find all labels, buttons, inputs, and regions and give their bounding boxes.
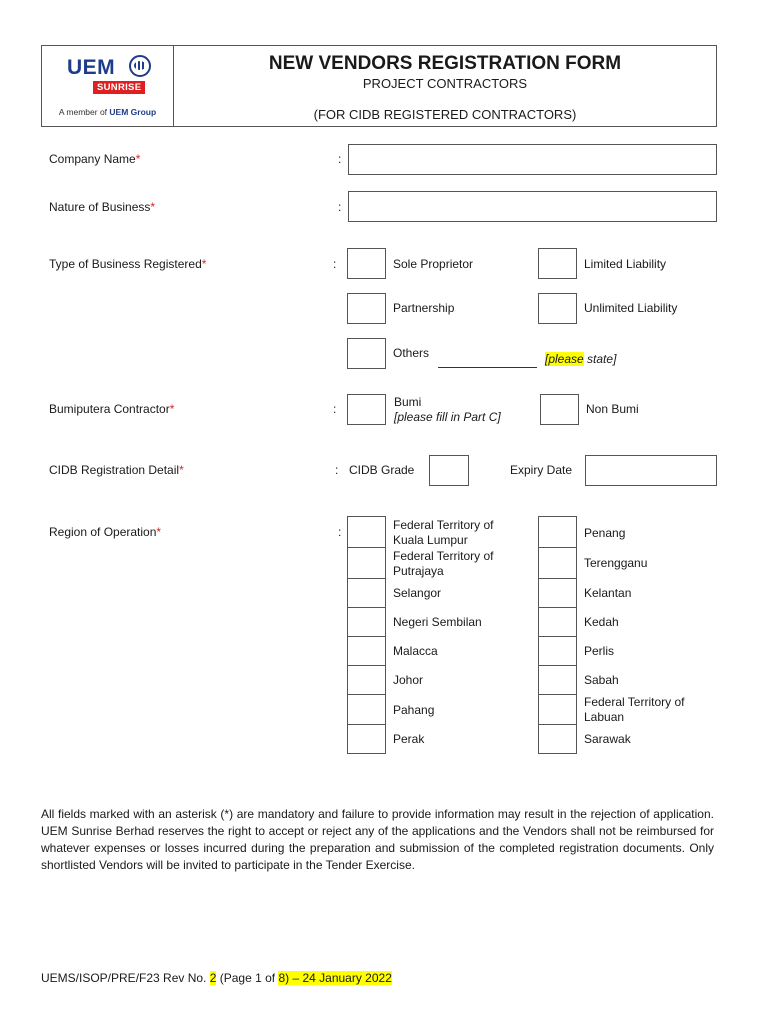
company-name-label: Company Name*	[49, 152, 141, 166]
region-checkbox-sabah[interactable]	[538, 665, 577, 695]
region-option-pahang: Pahang	[393, 703, 435, 717]
region-checkbox-negeri-sembilan[interactable]	[347, 607, 386, 637]
region-option-perlis: Perlis	[584, 644, 615, 658]
company-name-input[interactable]	[348, 144, 717, 175]
colon: :	[335, 463, 339, 477]
region-option-putrajaya: Federal Territory of Putrajaya	[393, 549, 494, 578]
mandatory-note: All fields marked with an asterisk (*) are mandatory and failure to provide information may result in the rejection of application. UEM Sunrise Berhad reserves the right to accept or reject any of the applications and the Vendors shall not be reimbursed for whatever expenses or losses incurred during the preparation and submission of the completed registration documents. Only shortlisted Vendors will be invited to participate in the Tender Exercise.	[41, 807, 714, 872]
region-option-kelantan: Kelantan	[584, 586, 632, 600]
region-checkbox-perak[interactable]	[347, 724, 386, 754]
colon: :	[338, 200, 342, 214]
region-checkbox-kelantan[interactable]	[538, 578, 577, 608]
region-checkbox-johor[interactable]	[347, 665, 386, 695]
cidb-grade-input[interactable]	[429, 455, 469, 486]
non-bumi-label: Non Bumi	[586, 402, 639, 416]
bumi-checkbox[interactable]	[347, 394, 386, 425]
region-checkbox-selangor[interactable]	[347, 578, 386, 608]
cidb-label: CIDB Registration Detail*	[49, 463, 184, 477]
please-state-hint: [please state]	[545, 352, 617, 366]
cidb-grade-label: CIDB Grade	[349, 463, 415, 477]
unlimited-liability-label: Unlimited Liability	[584, 301, 678, 315]
region-checkbox-perlis[interactable]	[538, 636, 577, 666]
expiry-date-label: Expiry Date	[510, 463, 573, 477]
logo-brand: UEM	[67, 56, 116, 79]
colon: :	[338, 152, 342, 166]
region-option-penang: Penang	[584, 526, 626, 540]
region-checkbox-sarawak[interactable]	[538, 724, 577, 754]
region-checkbox-pahang[interactable]	[347, 694, 386, 725]
bumiputera-label: Bumiputera Contractor*	[49, 402, 175, 416]
others-state-input[interactable]	[438, 355, 537, 368]
region-option-terengganu: Terengganu	[584, 556, 648, 570]
logo-sub: SUNRISE	[93, 81, 145, 94]
limited-liability-checkbox[interactable]	[538, 248, 577, 279]
region-option-sabah: Sabah	[584, 673, 619, 687]
region-option-malacca: Malacca	[393, 644, 438, 658]
type-of-business-label: Type of Business Registered*	[49, 257, 207, 271]
expiry-date-input[interactable]	[585, 455, 717, 486]
nature-of-business-label: Nature of Business*	[49, 200, 156, 214]
region-label: Region of Operation*	[49, 525, 162, 539]
form-header	[41, 45, 717, 127]
colon: :	[333, 402, 337, 416]
sole-proprietor-checkbox[interactable]	[347, 248, 386, 279]
non-bumi-checkbox[interactable]	[540, 394, 579, 425]
region-checkbox-labuan[interactable]	[538, 694, 577, 725]
form-title: NEW VENDORS REGISTRATION FORM	[268, 53, 622, 74]
region-option-perak: Perak	[393, 732, 425, 746]
form-subtitle-cidb: (FOR CIDB REGISTERED CONTRACTORS)	[313, 107, 577, 122]
limited-liability-label: Limited Liability	[584, 257, 667, 271]
form-subtitle: PROJECT CONTRACTORS	[362, 76, 528, 91]
bumi-note: [please fill in Part C]	[394, 410, 501, 424]
partnership-checkbox[interactable]	[347, 293, 386, 324]
others-checkbox[interactable]	[347, 338, 386, 369]
region-checkbox-kuala-lumpur[interactable]	[347, 516, 386, 548]
colon: :	[338, 525, 342, 539]
sole-proprietor-label: Sole Proprietor	[393, 257, 474, 271]
region-option-sarawak: Sarawak	[584, 732, 631, 746]
colon: :	[333, 257, 337, 271]
region-option-labuan: Federal Territory of Labuan	[584, 695, 685, 724]
region-option-negeri-sembilan: Negeri Sembilan	[393, 615, 482, 629]
region-checkbox-putrajaya[interactable]	[347, 547, 386, 579]
region-option-kuala-lumpur: Federal Territory of Kuala Lumpur	[393, 518, 494, 547]
document-footer: UEMS/ISOP/PRE/F23 Rev No. 2 (Page 1 of 8) – 24 January 2022	[41, 971, 392, 985]
region-checkbox-penang[interactable]	[538, 516, 577, 548]
logo-member-text: A member of UEM Group	[58, 107, 157, 117]
others-label: Others	[393, 346, 430, 360]
region-option-selangor: Selangor	[393, 586, 442, 600]
region-checkbox-terengganu[interactable]	[538, 547, 577, 579]
region-checkbox-malacca[interactable]	[347, 636, 386, 666]
region-checkbox-kedah[interactable]	[538, 607, 577, 637]
unlimited-liability-checkbox[interactable]	[538, 293, 577, 324]
region-option-kedah: Kedah	[584, 615, 619, 629]
globe-icon	[129, 55, 151, 77]
region-option-johor: Johor	[393, 673, 424, 687]
partnership-label: Partnership	[393, 301, 455, 315]
bumi-label: Bumi	[394, 395, 422, 409]
nature-of-business-input[interactable]	[348, 191, 717, 222]
